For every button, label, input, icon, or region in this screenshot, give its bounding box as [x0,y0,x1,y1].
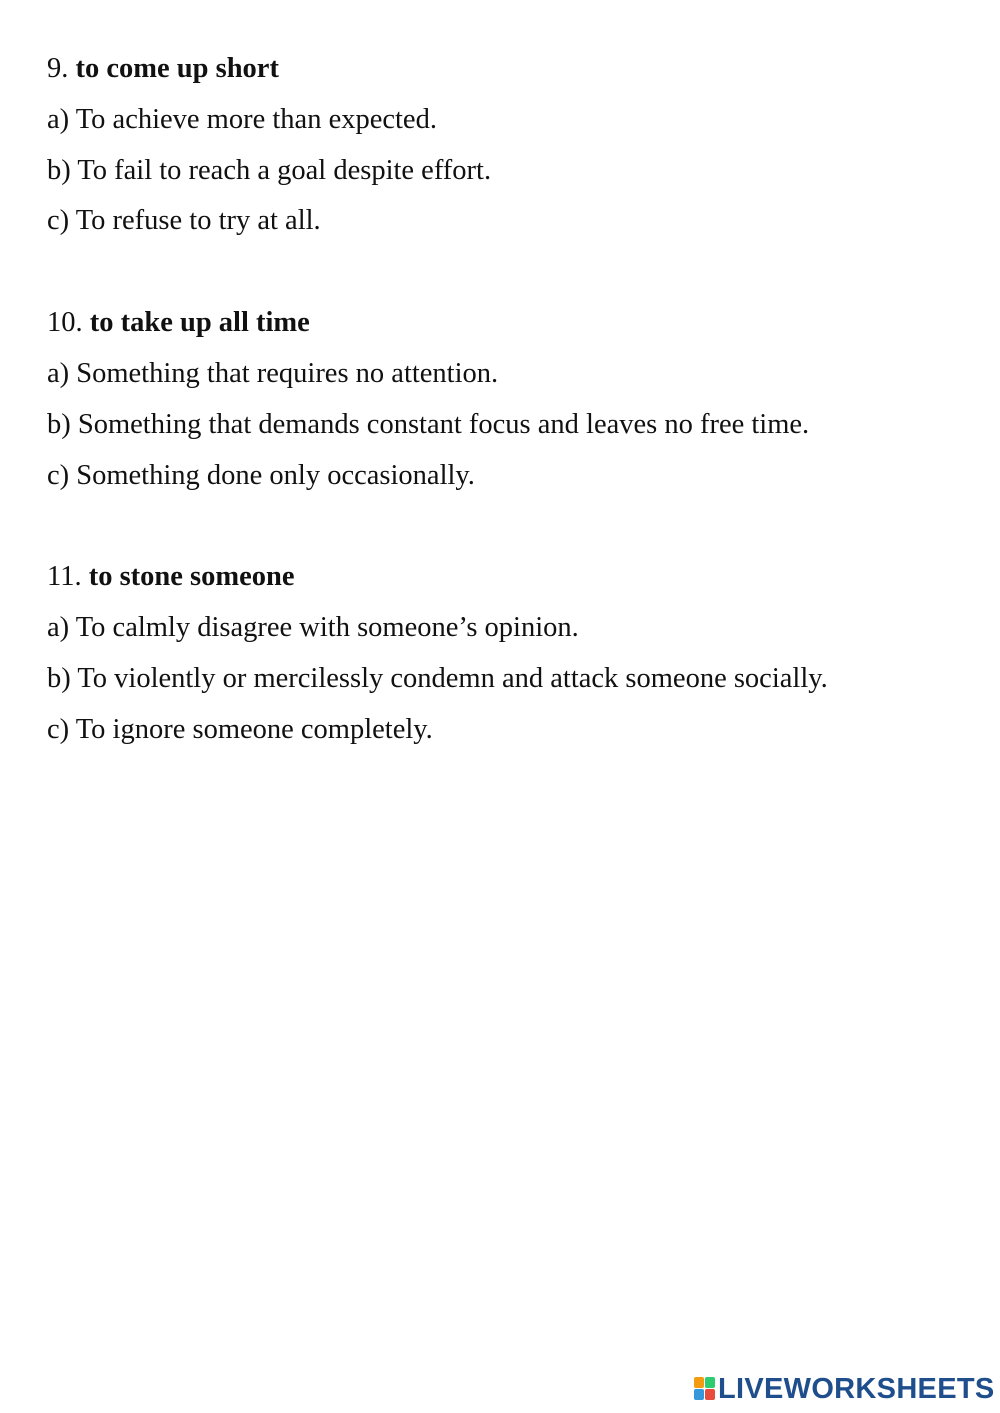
question-10 [47,298,967,501]
option-a: a) Something that requires no attention. [47,357,499,389]
option-c: c) Something done only occasionally. [47,459,475,491]
question-term: to come up short [75,53,279,84]
question-term: to stone someone [88,561,295,593]
question-heading [47,552,967,603]
question-number: 11. [47,561,82,593]
option-b: b) Something that demands constant focus and leaves no free time. [47,408,810,440]
liveworksheets-logo [694,1372,995,1406]
option-a: a) To achieve more than expected. [47,103,437,135]
question-heading [47,44,967,95]
question-9 [47,44,967,247]
worksheet-page [47,44,967,807]
logo-text: LIVEWORKSHEETS [718,1372,995,1405]
option-b: b) To violently or mercilessly condemn and attack someone socially. [47,662,828,694]
option-c: c) To ignore someone completely. [47,713,433,745]
question-number: 10. [47,307,83,339]
question-heading [47,298,967,349]
question-11 [47,552,967,755]
option-b: b) To fail to reach a goal despite effort. [47,154,492,186]
option-c: c) To refuse to try at all. [47,205,321,237]
liveworksheets-logo-icon [694,1377,716,1401]
option-a: a) To calmly disagree with someone’s opinion. [47,612,579,644]
question-number: 9. [47,53,69,84]
question-term: to take up all time [89,307,310,339]
